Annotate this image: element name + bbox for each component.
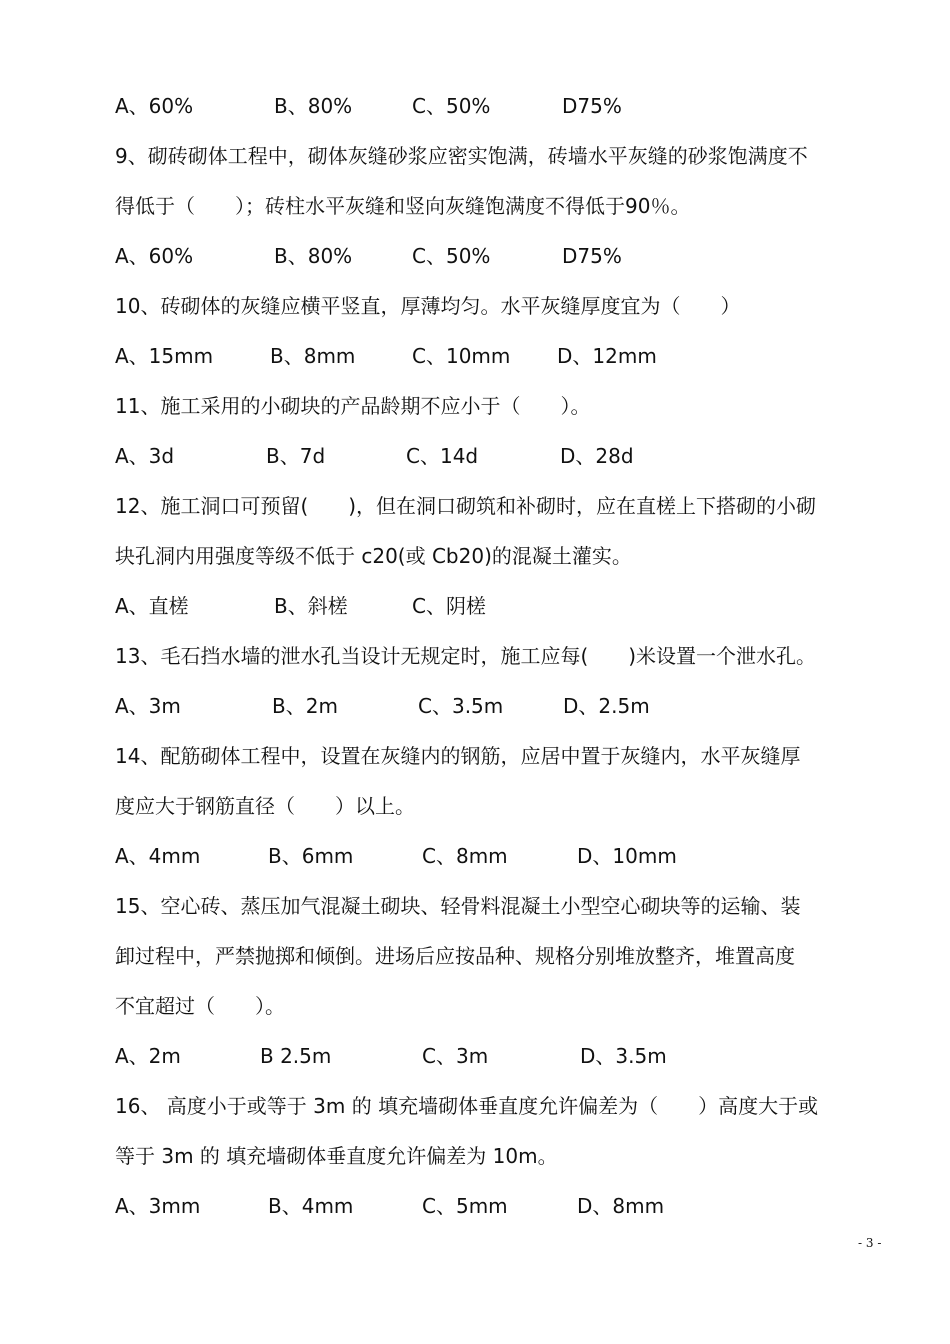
answer-option: C、50% [412, 94, 491, 118]
text-line: 10、砖砌体的灰缝应横平竖直，厚薄均匀。水平灰缝厚度宜为（ ） [115, 294, 741, 318]
answer-option: B 2.5m [260, 1044, 332, 1068]
answer-option: D、28d [560, 444, 634, 468]
answer-option: C、5mm [422, 1194, 508, 1218]
text-line: 16、 高度小于或等于 3m 的 填充墙砌体垂直度允许偏差为（ ）高度大于或 [115, 1094, 819, 1118]
answer-option: A、3mm [115, 1194, 201, 1218]
text-line: 11、施工采用的小砌块的产品龄期不应小于（ ）。 [115, 394, 591, 418]
answer-option: B、6mm [268, 844, 354, 868]
answer-option: A、3d [115, 444, 175, 468]
text-line: 度应大于钢筋直径（ ）以上。 [115, 794, 415, 818]
answer-option: C、阴槎 [412, 594, 486, 618]
text-line: 12、施工洞口可预留( )，但在洞口砌筑和补砌时，应在直槎上下搭砌的小砌 [115, 494, 817, 518]
answer-option: A、2m [115, 1044, 181, 1068]
text-line: 13、毛石挡水墙的泄水孔当设计无规定时，施工应每( )米设置一个泄水孔。 [115, 644, 817, 668]
answer-option: C、14d [406, 444, 479, 468]
answer-option: D、8mm [577, 1194, 665, 1218]
answer-option: D、3.5m [580, 1044, 667, 1068]
text-line: 块孔洞内用强度等级不低于 c20(或 Cb20)的混凝土灌实。 [115, 544, 632, 568]
answer-option: A、3m [115, 694, 181, 718]
answer-option: D、2.5m [563, 694, 650, 718]
answer-option: C、8mm [422, 844, 508, 868]
answer-option: C、10mm [412, 344, 511, 368]
answer-option: C、3m [422, 1044, 489, 1068]
answer-option: A、4mm [115, 844, 201, 868]
text-line: 9、砌砖砌体工程中，砌体灰缝砂浆应密实饱满，砖墙水平灰缝的砂浆饱满度不 [115, 144, 808, 168]
answer-option: C、50% [412, 244, 491, 268]
text-line: 15、空心砖、蒸压加气混凝土砌块、轻骨料混凝土小型空心砌块等的运输、装 [115, 894, 801, 918]
answer-option: B、8mm [270, 344, 356, 368]
answer-option: A、60% [115, 94, 194, 118]
answer-option: D75% [562, 94, 622, 118]
answer-option: B、7d [266, 444, 326, 468]
answer-option: D、10mm [577, 844, 677, 868]
answer-option: B、80% [274, 94, 353, 118]
answer-option: B、4mm [268, 1194, 354, 1218]
text-line: 得低于（ ）；砖柱水平灰缝和竖向灰缝饱满度不得低于90％。 [115, 194, 691, 218]
text-line: 等于 3m 的 填充墙砌体垂直度允许偏差为 10m。 [115, 1144, 558, 1168]
answer-option: B、80% [274, 244, 353, 268]
text-line: 卸过程中，严禁抛掷和倾倒。进场后应按品种、规格分别堆放整齐，堆置高度 [115, 944, 795, 968]
answer-option: A、60% [115, 244, 194, 268]
answer-option: D75% [562, 244, 622, 268]
answer-option: A、直槎 [115, 594, 189, 618]
answer-option: A、15mm [115, 344, 214, 368]
text-line: 不宜超过（ ）。 [115, 994, 285, 1018]
answer-option: B、2m [272, 694, 338, 718]
answer-option: B、斜槎 [274, 594, 348, 618]
page-number: - 3 - [858, 1236, 882, 1250]
answer-option: D、12mm [557, 344, 657, 368]
text-line: 14、配筋砌体工程中，设置在灰缝内的钢筋，应居中置于灰缝内，水平灰缝厚 [115, 744, 801, 768]
answer-option: C、3.5m [418, 694, 504, 718]
